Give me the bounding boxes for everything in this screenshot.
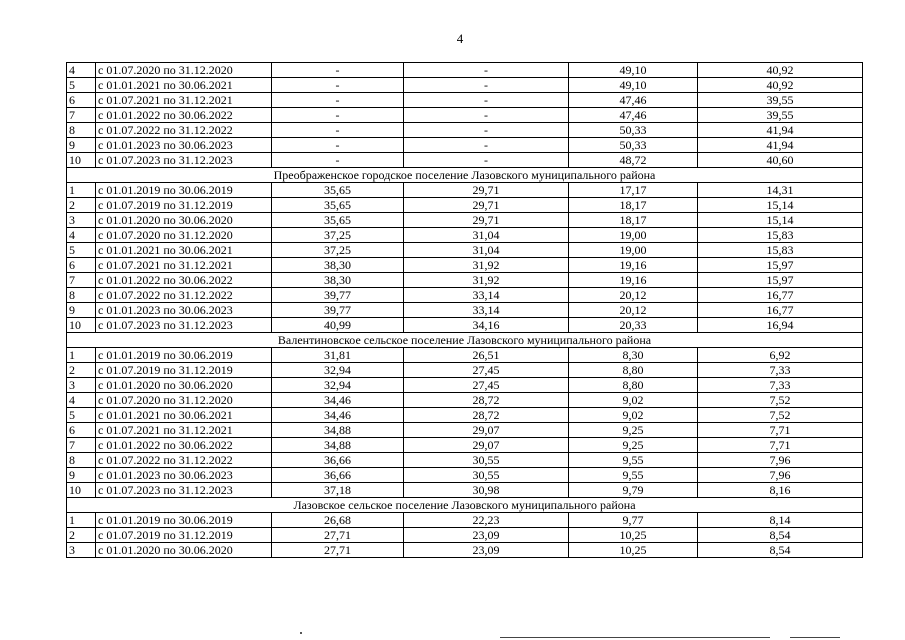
- value-cell-2: 30,55: [404, 453, 569, 468]
- table-row: [67, 198, 863, 213]
- table-row: [67, 378, 863, 393]
- value-cell-3: 9,02: [569, 408, 698, 423]
- value-cell-1: 36,66: [272, 453, 404, 468]
- row-number-cell: 7: [67, 438, 96, 453]
- value-cell-2: -: [404, 78, 569, 93]
- tariff-table: [66, 62, 863, 558]
- value-cell-4: 15,97: [698, 258, 863, 273]
- value-cell-2: 29,07: [404, 438, 569, 453]
- value-cell-3: 50,33: [569, 123, 698, 138]
- value-cell-2: 27,45: [404, 363, 569, 378]
- value-cell-4: 15,97: [698, 273, 863, 288]
- period-cell: с 01.01.2021 по 30.06.2021: [96, 78, 272, 93]
- period-cell: с 01.07.2021 по 31.12.2021: [96, 93, 272, 108]
- row-number-cell: 10: [67, 153, 96, 168]
- value-cell-4: 39,55: [698, 108, 863, 123]
- value-cell-2: -: [404, 153, 569, 168]
- row-number-cell: 10: [67, 483, 96, 498]
- value-cell-3: 9,02: [569, 393, 698, 408]
- value-cell-3: 19,16: [569, 258, 698, 273]
- value-cell-4: 40,60: [698, 153, 863, 168]
- table-row: [67, 513, 863, 528]
- value-cell-2: 27,45: [404, 378, 569, 393]
- value-cell-4: 7,33: [698, 378, 863, 393]
- value-cell-3: 9,25: [569, 423, 698, 438]
- period-cell: с 01.07.2019 по 31.12.2019: [96, 528, 272, 543]
- value-cell-4: 41,94: [698, 123, 863, 138]
- section-title: Лазовское сельское поселение Лазовского муниципального района: [67, 498, 863, 513]
- period-cell: с 01.01.2020 по 30.06.2020: [96, 213, 272, 228]
- value-cell-1: 38,30: [272, 273, 404, 288]
- period-cell: с 01.07.2020 по 31.12.2020: [96, 393, 272, 408]
- value-cell-3: 49,10: [569, 63, 698, 78]
- value-cell-4: 7,71: [698, 423, 863, 438]
- table-row: [67, 453, 863, 468]
- period-cell: с 01.07.2023 по 31.12.2023: [96, 318, 272, 333]
- table-row: [67, 153, 863, 168]
- period-cell: с 01.01.2021 по 30.06.2021: [96, 243, 272, 258]
- row-number-cell: 1: [67, 183, 96, 198]
- table-row: [67, 303, 863, 318]
- value-cell-2: 34,16: [404, 318, 569, 333]
- row-number-cell: 7: [67, 273, 96, 288]
- period-cell: с 01.07.2022 по 31.12.2022: [96, 288, 272, 303]
- value-cell-4: 7,71: [698, 438, 863, 453]
- value-cell-1: 37,18: [272, 483, 404, 498]
- value-cell-2: 29,07: [404, 423, 569, 438]
- table-row: [67, 528, 863, 543]
- value-cell-3: 9,79: [569, 483, 698, 498]
- page-number: 4: [456, 31, 464, 46]
- scan-edge-line: [790, 637, 840, 638]
- value-cell-2: 30,55: [404, 468, 569, 483]
- period-cell: с 01.01.2020 по 30.06.2020: [96, 378, 272, 393]
- value-cell-3: 10,25: [569, 528, 698, 543]
- value-cell-2: 29,71: [404, 213, 569, 228]
- value-cell-3: 50,33: [569, 138, 698, 153]
- value-cell-3: 8,80: [569, 363, 698, 378]
- value-cell-3: 17,17: [569, 183, 698, 198]
- value-cell-2: 33,14: [404, 288, 569, 303]
- row-number-cell: 5: [67, 243, 96, 258]
- value-cell-1: 34,46: [272, 408, 404, 423]
- value-cell-1: 31,81: [272, 348, 404, 363]
- value-cell-4: 8,16: [698, 483, 863, 498]
- row-number-cell: 4: [67, 63, 96, 78]
- value-cell-3: 9,25: [569, 438, 698, 453]
- value-cell-1: 39,77: [272, 303, 404, 318]
- value-cell-4: 7,52: [698, 408, 863, 423]
- row-number-cell: 7: [67, 108, 96, 123]
- value-cell-4: 7,33: [698, 363, 863, 378]
- value-cell-2: 33,14: [404, 303, 569, 318]
- period-cell: с 01.07.2020 по 31.12.2020: [96, 63, 272, 78]
- row-number-cell: 4: [67, 393, 96, 408]
- row-number-cell: 6: [67, 423, 96, 438]
- section-header-row: [67, 333, 863, 348]
- value-cell-1: -: [272, 93, 404, 108]
- value-cell-1: 40,99: [272, 318, 404, 333]
- value-cell-4: 40,92: [698, 78, 863, 93]
- table-row: [67, 438, 863, 453]
- row-number-cell: 9: [67, 138, 96, 153]
- value-cell-1: 37,25: [272, 228, 404, 243]
- table-row: [67, 123, 863, 138]
- row-number-cell: 9: [67, 303, 96, 318]
- value-cell-2: 29,71: [404, 183, 569, 198]
- section-header-row: [67, 498, 863, 513]
- value-cell-3: 47,46: [569, 93, 698, 108]
- period-cell: с 01.01.2019 по 30.06.2019: [96, 348, 272, 363]
- value-cell-3: 9,55: [569, 453, 698, 468]
- table-row: [67, 393, 863, 408]
- table-row: [67, 258, 863, 273]
- value-cell-2: -: [404, 93, 569, 108]
- period-cell: с 01.01.2022 по 30.06.2022: [96, 438, 272, 453]
- value-cell-3: 9,55: [569, 468, 698, 483]
- table-row: [67, 63, 863, 78]
- value-cell-2: 31,92: [404, 258, 569, 273]
- period-cell: с 01.01.2021 по 30.06.2021: [96, 408, 272, 423]
- value-cell-3: 8,30: [569, 348, 698, 363]
- period-cell: с 01.07.2021 по 31.12.2021: [96, 258, 272, 273]
- value-cell-4: 15,14: [698, 198, 863, 213]
- table-row: [67, 183, 863, 198]
- value-cell-3: 18,17: [569, 213, 698, 228]
- value-cell-4: 39,55: [698, 93, 863, 108]
- value-cell-1: -: [272, 78, 404, 93]
- row-number-cell: 4: [67, 228, 96, 243]
- value-cell-2: 26,51: [404, 348, 569, 363]
- row-number-cell: 8: [67, 288, 96, 303]
- value-cell-2: -: [404, 123, 569, 138]
- table-row: [67, 138, 863, 153]
- value-cell-1: 39,77: [272, 288, 404, 303]
- value-cell-2: 28,72: [404, 393, 569, 408]
- value-cell-3: 48,72: [569, 153, 698, 168]
- tariff-table-body: [67, 63, 863, 558]
- value-cell-4: 15,83: [698, 243, 863, 258]
- value-cell-4: 16,77: [698, 303, 863, 318]
- row-number-cell: 9: [67, 468, 96, 483]
- value-cell-2: 29,71: [404, 198, 569, 213]
- value-cell-1: -: [272, 123, 404, 138]
- row-number-cell: 2: [67, 198, 96, 213]
- value-cell-3: 20,33: [569, 318, 698, 333]
- value-cell-4: 7,96: [698, 453, 863, 468]
- period-cell: с 01.01.2019 по 30.06.2019: [96, 183, 272, 198]
- value-cell-4: 14,31: [698, 183, 863, 198]
- period-cell: с 01.01.2022 по 30.06.2022: [96, 108, 272, 123]
- value-cell-1: 27,71: [272, 543, 404, 558]
- period-cell: с 01.07.2020 по 31.12.2020: [96, 228, 272, 243]
- table-row: [67, 318, 863, 333]
- value-cell-4: 7,52: [698, 393, 863, 408]
- table-row: [67, 483, 863, 498]
- table-row: [67, 408, 863, 423]
- value-cell-2: 31,04: [404, 228, 569, 243]
- value-cell-4: 16,77: [698, 288, 863, 303]
- value-cell-1: 34,46: [272, 393, 404, 408]
- value-cell-1: 35,65: [272, 213, 404, 228]
- value-cell-4: 15,83: [698, 228, 863, 243]
- table-row: [67, 273, 863, 288]
- value-cell-4: 8,54: [698, 528, 863, 543]
- value-cell-1: 34,88: [272, 423, 404, 438]
- period-cell: с 01.07.2019 по 31.12.2019: [96, 363, 272, 378]
- value-cell-2: -: [404, 138, 569, 153]
- value-cell-3: 20,12: [569, 303, 698, 318]
- table-row: [67, 468, 863, 483]
- value-cell-3: 49,10: [569, 78, 698, 93]
- table-row: [67, 93, 863, 108]
- table-row: [67, 108, 863, 123]
- value-cell-3: 9,77: [569, 513, 698, 528]
- value-cell-3: 19,00: [569, 228, 698, 243]
- value-cell-1: 34,88: [272, 438, 404, 453]
- value-cell-1: 35,65: [272, 198, 404, 213]
- value-cell-1: 35,65: [272, 183, 404, 198]
- value-cell-4: 7,96: [698, 468, 863, 483]
- value-cell-3: 19,16: [569, 273, 698, 288]
- period-cell: с 01.01.2019 по 30.06.2019: [96, 513, 272, 528]
- scan-edge-line: [500, 637, 770, 638]
- value-cell-2: -: [404, 108, 569, 123]
- table-row: [67, 363, 863, 378]
- period-cell: с 01.07.2023 по 31.12.2023: [96, 153, 272, 168]
- value-cell-1: 27,71: [272, 528, 404, 543]
- value-cell-1: -: [272, 153, 404, 168]
- period-cell: с 01.01.2020 по 30.06.2020: [96, 543, 272, 558]
- value-cell-2: 31,92: [404, 273, 569, 288]
- section-title: Валентиновское сельское поселение Лазовского муниципального района: [67, 333, 863, 348]
- value-cell-4: 16,94: [698, 318, 863, 333]
- value-cell-2: 22,23: [404, 513, 569, 528]
- row-number-cell: 8: [67, 123, 96, 138]
- section-header-row: [67, 168, 863, 183]
- scan-speck: [300, 632, 302, 634]
- row-number-cell: 8: [67, 453, 96, 468]
- table-row: [67, 228, 863, 243]
- value-cell-1: 26,68: [272, 513, 404, 528]
- value-cell-3: 8,80: [569, 378, 698, 393]
- value-cell-1: 32,94: [272, 378, 404, 393]
- period-cell: с 01.07.2023 по 31.12.2023: [96, 483, 272, 498]
- value-cell-4: 8,14: [698, 513, 863, 528]
- period-cell: с 01.07.2019 по 31.12.2019: [96, 198, 272, 213]
- table-row: [67, 288, 863, 303]
- period-cell: с 01.01.2023 по 30.06.2023: [96, 138, 272, 153]
- value-cell-3: 10,25: [569, 543, 698, 558]
- value-cell-2: 23,09: [404, 543, 569, 558]
- table-row: [67, 78, 863, 93]
- row-number-cell: 3: [67, 543, 96, 558]
- value-cell-1: -: [272, 63, 404, 78]
- table-row: [67, 243, 863, 258]
- section-title: Преображенское городское поселение Лазовского муниципального района: [67, 168, 863, 183]
- period-cell: с 01.07.2022 по 31.12.2022: [96, 453, 272, 468]
- value-cell-1: -: [272, 138, 404, 153]
- value-cell-1: 32,94: [272, 363, 404, 378]
- period-cell: с 01.01.2023 по 30.06.2023: [96, 303, 272, 318]
- value-cell-1: 36,66: [272, 468, 404, 483]
- value-cell-2: 28,72: [404, 408, 569, 423]
- value-cell-4: 6,92: [698, 348, 863, 363]
- value-cell-2: 23,09: [404, 528, 569, 543]
- value-cell-3: 20,12: [569, 288, 698, 303]
- value-cell-3: 19,00: [569, 243, 698, 258]
- row-number-cell: 1: [67, 513, 96, 528]
- period-cell: с 01.07.2021 по 31.12.2021: [96, 423, 272, 438]
- row-number-cell: 5: [67, 78, 96, 93]
- row-number-cell: 2: [67, 528, 96, 543]
- table-row: [67, 543, 863, 558]
- row-number-cell: 6: [67, 93, 96, 108]
- value-cell-1: -: [272, 108, 404, 123]
- value-cell-4: 41,94: [698, 138, 863, 153]
- row-number-cell: 3: [67, 213, 96, 228]
- table-row: [67, 423, 863, 438]
- row-number-cell: 1: [67, 348, 96, 363]
- table-row: [67, 348, 863, 363]
- period-cell: с 01.07.2022 по 31.12.2022: [96, 123, 272, 138]
- row-number-cell: 2: [67, 363, 96, 378]
- row-number-cell: 3: [67, 378, 96, 393]
- period-cell: с 01.01.2022 по 30.06.2022: [96, 273, 272, 288]
- value-cell-3: 47,46: [569, 108, 698, 123]
- value-cell-3: 18,17: [569, 198, 698, 213]
- value-cell-2: 30,98: [404, 483, 569, 498]
- value-cell-4: 8,54: [698, 543, 863, 558]
- table-row: [67, 213, 863, 228]
- row-number-cell: 10: [67, 318, 96, 333]
- value-cell-4: 15,14: [698, 213, 863, 228]
- value-cell-4: 40,92: [698, 63, 863, 78]
- value-cell-2: -: [404, 63, 569, 78]
- period-cell: с 01.01.2023 по 30.06.2023: [96, 468, 272, 483]
- value-cell-1: 37,25: [272, 243, 404, 258]
- value-cell-2: 31,04: [404, 243, 569, 258]
- row-number-cell: 5: [67, 408, 96, 423]
- row-number-cell: 6: [67, 258, 96, 273]
- value-cell-1: 38,30: [272, 258, 404, 273]
